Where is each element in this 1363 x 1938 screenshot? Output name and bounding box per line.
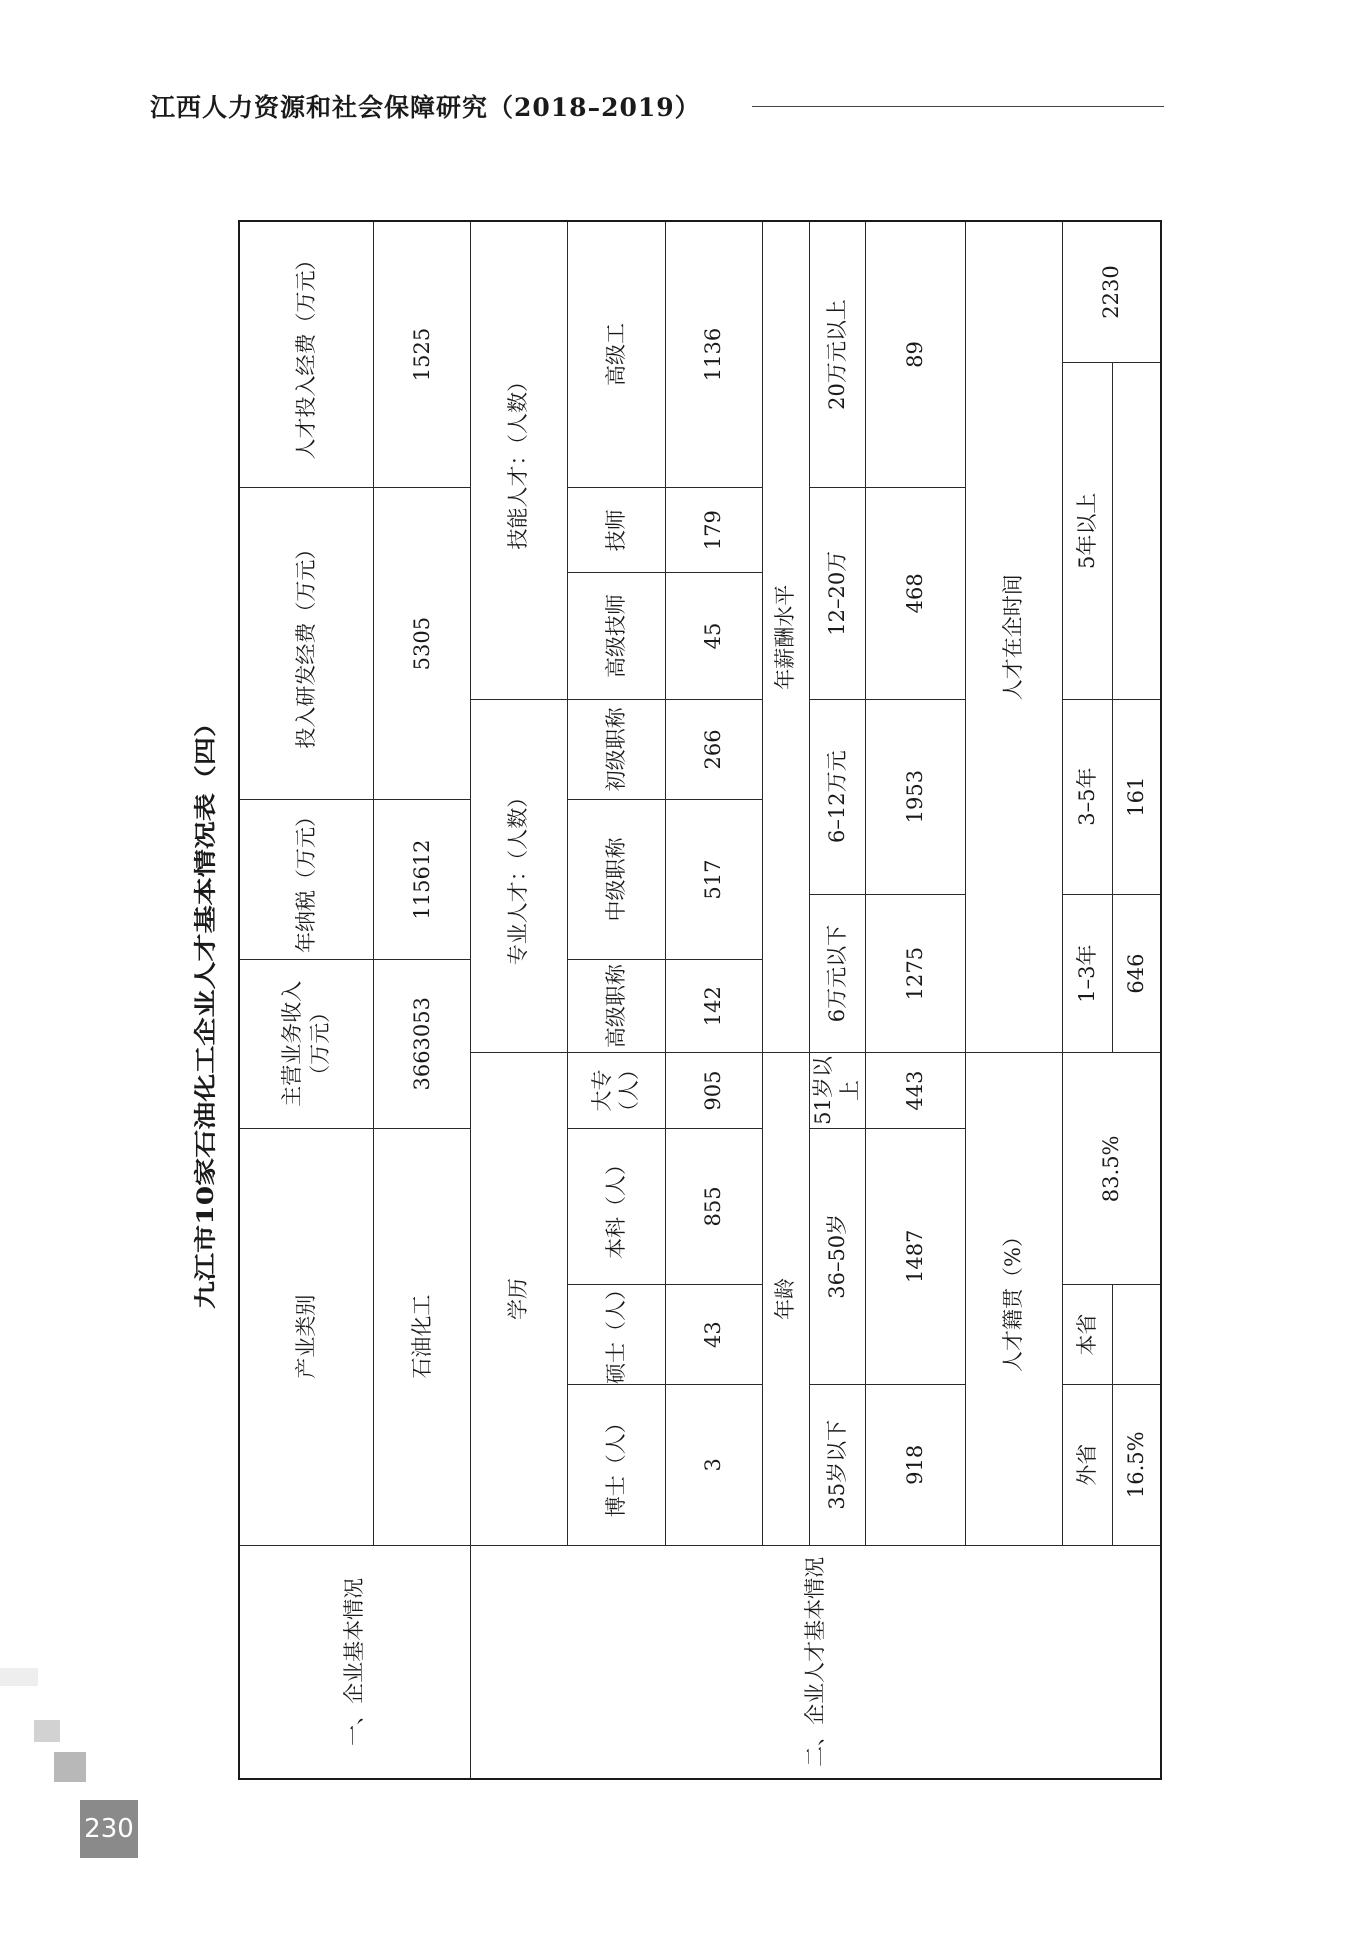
cell-tenure-3-5-value: 161 bbox=[1112, 699, 1161, 894]
page-number: 230 bbox=[80, 1800, 138, 1858]
cell-revenue-value: 3663053 bbox=[374, 959, 470, 1128]
cell-origin-local-header: 本省 bbox=[1062, 1285, 1112, 1385]
cell-origin-other-value: 16.5% bbox=[1112, 1384, 1161, 1545]
cell-senior-technician-header: 高级技师 bbox=[568, 573, 665, 699]
cell-college-header: 大专（人） bbox=[568, 1053, 665, 1128]
cell-tenure-over5-value: 2230 bbox=[1062, 221, 1161, 362]
section1-label: 一、企业基本情况 bbox=[239, 1545, 470, 1779]
cell-age-under35-header: 35岁以下 bbox=[809, 1384, 865, 1545]
table-frame bbox=[238, 220, 1162, 1780]
cell-salary-under6-header: 6万元以下 bbox=[809, 894, 865, 1053]
cell-technician-header: 技师 bbox=[568, 488, 665, 573]
cell-senior-technician-value: 45 bbox=[665, 573, 762, 699]
cell-salary-6-12-header: 6–12万元 bbox=[809, 699, 865, 894]
cell-rd-header: 投入研发经费（万元） bbox=[239, 488, 374, 800]
corner-decoration bbox=[54, 1752, 86, 1782]
row-category-labels bbox=[470, 221, 567, 1779]
cell-salary-label: 年薪酬水平 bbox=[763, 221, 810, 1053]
cell-mid-title-value: 517 bbox=[665, 800, 762, 960]
rotated-table-container bbox=[238, 220, 1162, 1780]
cell-education-label: 学历 bbox=[470, 1053, 567, 1545]
row-company-headers bbox=[239, 221, 374, 1779]
header-rule bbox=[752, 106, 1164, 107]
cell-tenure-label: 人才在企时间 bbox=[965, 221, 1062, 1053]
cell-industry-value: 石油化工 bbox=[374, 1128, 470, 1545]
cell-master-value: 43 bbox=[665, 1285, 762, 1385]
cell-talent-investment-value: 1525 bbox=[374, 221, 470, 488]
cell-junior-title-value: 266 bbox=[665, 699, 762, 800]
cell-bachelor-header: 本科（人） bbox=[568, 1128, 665, 1285]
cell-junior-title-header: 初级职称 bbox=[568, 699, 665, 800]
cell-phd-header: 博士（人） bbox=[568, 1384, 665, 1545]
cell-age-36-50-header: 36–50岁 bbox=[809, 1128, 865, 1384]
cell-revenue-header: 主营业务收入（万元） bbox=[239, 959, 374, 1128]
talent-table bbox=[238, 220, 1162, 1780]
cell-origin-other-header: 外省 bbox=[1062, 1384, 1112, 1545]
cell-mid-title-header: 中级职称 bbox=[568, 800, 665, 960]
cell-age-under35-value: 918 bbox=[866, 1384, 965, 1545]
cell-professional-label: 专业人才：（人数） bbox=[470, 699, 567, 1053]
cell-salary-6-12-value: 1953 bbox=[866, 699, 965, 894]
cell-senior-title-value: 142 bbox=[665, 959, 762, 1053]
cell-origin-local-value: 83.5% bbox=[1062, 1053, 1161, 1285]
cell-senior-worker-value: 1136 bbox=[665, 221, 762, 488]
running-header: 江西人力资源和社会保障研究（2018–2019） bbox=[150, 93, 701, 122]
cell-salary-12-20-header: 12–20万 bbox=[809, 488, 865, 700]
cell-origin-local-spacer bbox=[1112, 1285, 1161, 1385]
cell-age-36-50-value: 1487 bbox=[866, 1128, 965, 1384]
cell-phd-value: 3 bbox=[665, 1384, 762, 1545]
cell-talent-investment-header: 人才投入经费（万元） bbox=[239, 221, 374, 488]
table-title bbox=[193, 709, 219, 1309]
corner-decoration bbox=[34, 1720, 60, 1742]
cell-tenure-1-3-header: 1–3年 bbox=[1062, 894, 1112, 1053]
cell-senior-title-header: 高级职称 bbox=[568, 959, 665, 1053]
cell-salary-over20-header: 20万元以上 bbox=[809, 221, 865, 488]
cell-tax-header: 年纳税（万元） bbox=[239, 800, 374, 960]
cell-master-header: 硕士（人） bbox=[568, 1285, 665, 1385]
section2-label: 二、企业人才基本情况 bbox=[470, 1545, 1161, 1779]
cell-tenure-3-5-header: 3–5年 bbox=[1062, 699, 1112, 894]
cell-college-value: 905 bbox=[665, 1053, 762, 1128]
cell-tenure-spacer bbox=[1112, 362, 1161, 699]
cell-rd-value: 5305 bbox=[374, 488, 470, 800]
cell-industry-header: 产业类别 bbox=[239, 1128, 374, 1545]
cell-tax-value: 115612 bbox=[374, 800, 470, 960]
table-title-text: 九江市10家石油化工企业人才基本情况表（四） bbox=[193, 838, 219, 1309]
cell-salary-12-20-value: 468 bbox=[866, 488, 965, 700]
cell-bachelor-value: 855 bbox=[665, 1128, 762, 1285]
cell-senior-worker-header: 高级工 bbox=[568, 221, 665, 488]
corner-decoration bbox=[0, 1668, 38, 1686]
cell-technician-value: 179 bbox=[665, 488, 762, 573]
cell-tenure-over5-header: 5年以上 bbox=[1062, 362, 1112, 699]
cell-age-over51-value: 443 bbox=[866, 1053, 965, 1128]
cell-skilled-label: 技能人才：（人数） bbox=[470, 221, 567, 699]
cell-tenure-1-3-value: 646 bbox=[1112, 894, 1161, 1053]
cell-salary-under6-value: 1275 bbox=[866, 894, 965, 1053]
table-title-vertical bbox=[193, 709, 219, 1309]
cell-age-over51-header: 51岁以上 bbox=[809, 1053, 865, 1128]
cell-age-label: 年龄 bbox=[763, 1053, 810, 1545]
cell-origin-label: 人才籍贯（%） bbox=[965, 1053, 1062, 1545]
cell-salary-over20-value: 89 bbox=[866, 221, 965, 488]
